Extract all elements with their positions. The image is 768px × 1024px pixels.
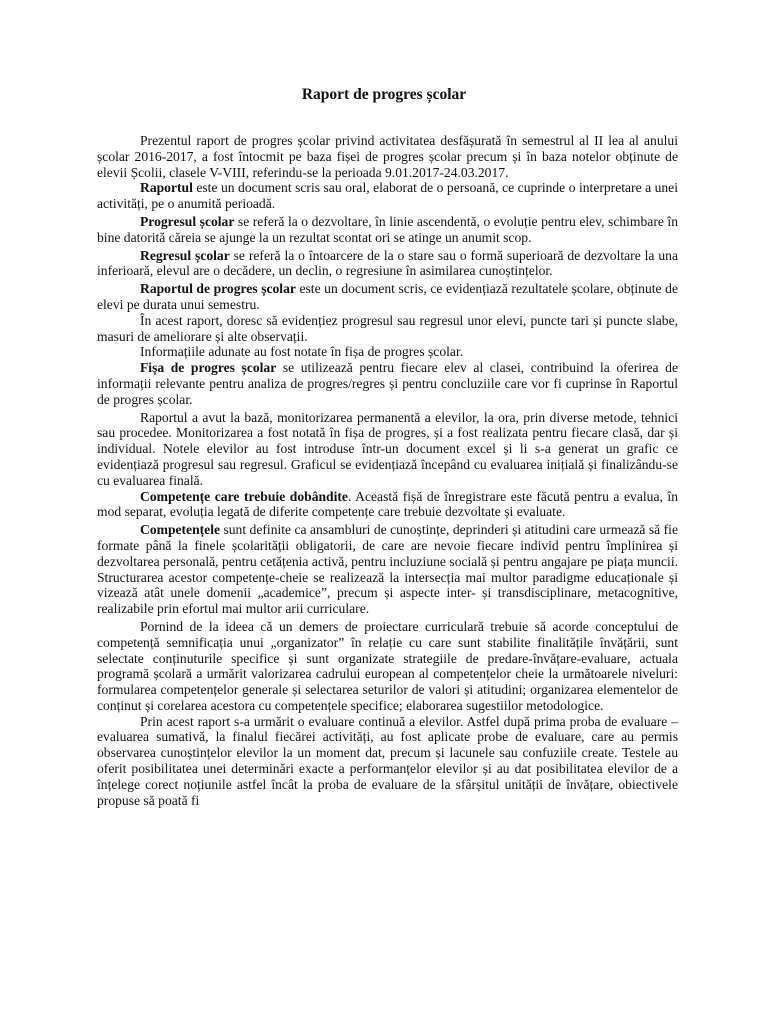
paragraph-regresul: Regresul școlar se referă la o întoarcere de la o stare sau o formă superioară de dezvoltare la una inferioară, elevul are o decădere, un declin, o regresiune în asimilarea cunoștințelor.: [97, 247, 678, 279]
paragraph-informatii: Informațiile adunate au fost notate în fișa de progres școlar.: [140, 344, 464, 360]
paragraph-competentele: Competențele sunt definite ca ansambluri de cunoștințe, deprinderi și atitudini care urmează să fie formate până la finele școlarității obligatorii, de care are nevoie fiecare individ pentru împlinirea și dezvoltarea personală, pentru cetățenia activă, pentru incluziune socială și pentru angajare pe piața muncii. Structurarea acestor competențe-cheie se realizează la intersecția mai multor paradigme educaționale și vizează atât unele domenii „academice”, precum și aspecte inter- și transdisciplinare, metacognitive, realizabile prin efortul mai multor arii curriculare.: [97, 522, 678, 617]
paragraph-evaluare: Prin acest raport s-a urmărit o evaluare continuă a elevilor. Astfel după prima proba de evaluare – evaluarea sumativă, la finalul fiecărei activități, au fost aplicate probe de evaluare, care au permis observarea cunoștințelor elevilor la un moment dat, precum și lacunele sau confuziile create. Testele au oferit posibilitatea unei determinări exacte a performanțelor elevilor și au dat posibilitatea elevilor de a înțelege corect noțiunile astfel încât la proba de evaluare de la sfârșitul unității de învățare, obiectivele propuse să poată fi: [97, 713, 678, 808]
paragraph-raport-progres: Raportul de progres școlar este un document scris, ce evidențiază rezultatele școlare, obținute de elevi pe durata unui semestru.: [97, 281, 678, 312]
paragraph-fisa: Fișa de progres școlar se utilizează pentru fiecare elev al clasei, contribuind la oferirea de informații relevante pentru analiza de progres/regres și pentru concluziile care vor fi cuprinse în Raportul de progres școlar.: [97, 360, 678, 407]
paragraph-monitorizare: Raportul a avut la bază, monitorizarea permanentă a elevilor, la ora, prin diverse metode, tehnici sau procedee. Monitorizarea a fost notată în fișa de progres, și a fost realizata pentru fiecare clasă, dar și individual. Notele elevilor au fost introduse într-un document excel și li s-a generat un grafic ce evidențiază progresul sau regresul. Graficul se evidențiază începând cu evaluarea inițială și finalizându-se cu evaluarea finală.: [97, 409, 678, 488]
document-title: Raport de progres școlar: [301, 86, 467, 103]
term-competentele: Competențele: [140, 522, 221, 538]
term-regresul: Regresul școlar: [140, 247, 230, 263]
term-raport-progres: Raportul de progres școlar: [140, 281, 296, 297]
paragraph-intro: Prezentul raport de progres școlar privind activitatea desfășurată în semestrul al II lea al anului școlar 2016-2017, a fost întocmit pe baza fișei de progres școlar precum și în baza notelor obținute de elevii Școlii, clasele V-VIII, referindu-se la perioada 9.01.2017-24.03.2017.: [97, 133, 678, 180]
paragraph-raportul: Raportul este un document scris sau oral, elaborat de o persoană, ce cuprinde o interpretare a unei activități, pe o anumită perioadă.: [97, 180, 678, 212]
document-body: [97, 133, 678, 808]
paragraph-progresul: Progresul școlar se referă la o dezvoltare, în linie ascendentă, o evoluție pentru elev, schimbare în bine datorită căreia se ajunge la un rezultat scontat ori se atinge un anumit scop.: [97, 213, 678, 245]
term-fisa: Fișa de progres școlar: [140, 360, 277, 376]
term-competente-dobandite: Competențe care trebuie dobândite: [140, 488, 348, 504]
term-raportul: Raportul: [140, 180, 193, 196]
paragraph-acest-raport: În acest raport, doresc să evidențiez progresul sau regresul unor elevi, puncte tari și puncte slabe, masuri de ameliorare și alte observații.: [97, 312, 678, 344]
paragraph-proiectare: Pornind de la ideea că un demers de proiectare curriculară trebuie să acorde conceptului de competență semnificația unui „organizator” în relație cu care sunt stabilite finalitățile învățării, sunt selectate conținuturile specifice și sunt organizate strategiile de predare-învățare-evaluare, actuala programă școlară a urmărit valorizarea cadrului european al competențelor cheie la următoarele niveluri: formularea competențelor generale și selectarea seturilor de valori și atitudini; organizarea elementelor de conținut și corelarea acestora cu competențele specifice; elaborarea sugestiilor metodologice.: [97, 618, 678, 713]
term-progresul: Progresul școlar: [140, 213, 235, 229]
paragraph-competente-dobandite: Competențe care trebuie dobândite. Această fișă de înregistrare este făcută pentru a evalua, în mod separat, evoluția legată de diferite competențe care trebuie dezvoltate și evaluate.: [97, 488, 679, 520]
